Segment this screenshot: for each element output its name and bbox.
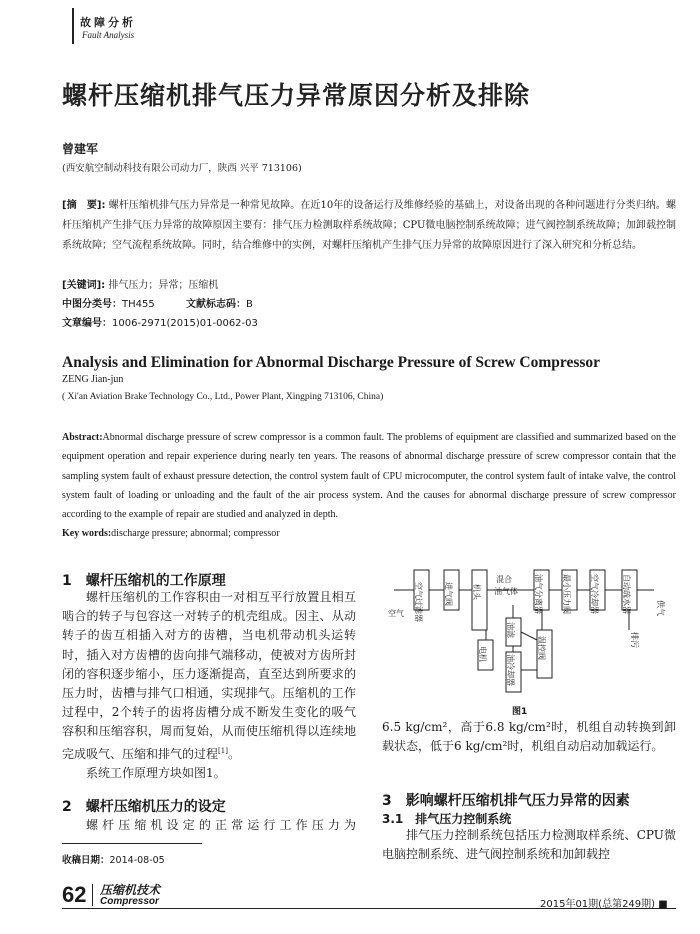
issue-label: 2015年01期(总第249期) ■ <box>540 899 668 910</box>
article-number-label: 文章编号： <box>62 318 112 329</box>
doc-code-value: B <box>246 299 253 310</box>
keywords-text: 排气压力；异常；压缩机 <box>108 280 219 291</box>
page-title: 螺杆压缩机排气压力异常原因分析及排除 <box>62 81 531 110</box>
figure1-caption: 图1 <box>512 707 528 717</box>
english-abstract <box>62 428 676 544</box>
section3-heading: 3 影响螺杆压缩机排气压力异常的因素 <box>382 793 630 809</box>
fig-oil-cooler: 油冷却器 <box>506 654 515 686</box>
abstract-label: [摘 要]: <box>62 200 106 211</box>
fig-oil-gas: 油气体 <box>494 587 518 596</box>
received-label: 收稿日期： <box>62 855 110 866</box>
right-col-paragraph: 6.5 kg/cm²，高于6.8 kg/cm²时，机组自动转换到卸载状态，低于6 kg/cm²时，机组自动启动加载运行。 <box>382 720 676 754</box>
fig-motor: 电机 <box>478 646 487 662</box>
footnote-rule <box>62 843 202 844</box>
abstract-text: 螺杆压缩机排气压力异常是一种常见故障。在近10年的设备运行及维修经验的基础上，对设备出现的各种问题进行分类归纳。螺杆压缩机产生排气压力异常的故障原因主要有：排气压力检测取样系统故障；CPU微电脑控制系统故障；进气阀控制系统故障；加卸载控制系统故障；空气流程系统故障。同时，结合维修中的实例，对螺杆压缩机产生排气压力异常的故障原因进行了深入研究和分析总结。 <box>62 200 676 251</box>
footer-divider <box>92 884 93 906</box>
fig-separator: 油气分离器 <box>534 574 543 614</box>
journal-name-cn: 压缩机技术 <box>100 883 161 897</box>
fig-air-cooler: 空气冷却器 <box>590 574 599 614</box>
section3-paragraph: 排气压力控制系统包括压力检测取样系统、CPU微电脑控制系统、进气阀控制系统和加卸载控 <box>382 828 676 862</box>
section3-1-heading: 3.1 排气压力控制系统 <box>382 812 512 826</box>
fig-min-valve: 最小压力阀 <box>562 574 571 614</box>
doc-code-label: 文献标志码： <box>186 299 246 310</box>
right-col-body <box>382 718 676 756</box>
classification <box>62 295 155 310</box>
section3-body <box>382 826 676 864</box>
fig-head: 机头 <box>472 584 481 600</box>
section1-p1-end: 。 <box>227 746 240 761</box>
fig-temp-valve: 温控阀 <box>537 636 546 660</box>
fig-supply: 供气 <box>656 600 665 616</box>
column-sub: Fault Analysis <box>82 30 135 40</box>
classification-label: 中图分类号： <box>62 299 122 310</box>
abstract-cn <box>62 196 676 256</box>
fig-mix: 混合 <box>496 575 512 584</box>
figure1-diagram <box>374 560 674 710</box>
english-abstract-label: Abstract: <box>62 432 103 443</box>
classification-value: TH455 <box>122 299 155 310</box>
keywords-label: [关键词]: <box>62 280 106 291</box>
section2-heading: 2 螺杆压缩机压力的设定 <box>62 799 226 815</box>
section1-body <box>62 588 356 783</box>
english-abstract-text: Abnormal discharge pressure of screw compressor is a common fault. The problems of equipment are classified and summarized based on the equipment operation and repair experience during nearly ten years. The reasons of abnormal discharge pressure of screw compressor contain that the sampling system fault of exhaust pressure detection, the control system fault of CPU microcomputer, the control system fault of intake valve, the control system fault of loading or unloading and the fault of the air process system. And the causes for abnormal discharge pressure of screw compressor according to the example of repair are studied and analyzed in depth. <box>62 432 676 521</box>
fig-drain: 自动疏水器 <box>622 574 631 614</box>
english-author: ZENG Jian-jun <box>62 374 124 385</box>
header-bar <box>72 8 74 44</box>
flow-lines <box>394 590 654 670</box>
english-keywords-label: Key words: <box>62 528 112 540</box>
fig-discharge: 排污 <box>630 632 639 648</box>
section1-paragraph-2: 系统工作原理方块如图1。 <box>86 765 226 780</box>
journal-name-en: Compressor <box>100 896 159 907</box>
column-label: 故障分析 <box>80 17 136 29</box>
section2-paragraph: 螺杆压缩机设定的正常运行工作压力为 <box>86 818 356 832</box>
section1-heading: 1 螺杆压缩机的工作原理 <box>62 573 226 589</box>
citation: [1] <box>218 746 228 755</box>
article-number-value: 1006-2971(2015)01-0062-03 <box>112 318 258 329</box>
received-value: 2014-08-05 <box>109 855 165 866</box>
fig-air-in: 空气 <box>388 609 404 618</box>
section1-paragraph <box>62 588 356 764</box>
article-number <box>62 314 258 329</box>
head-box <box>472 570 487 630</box>
received-date <box>62 852 165 866</box>
keywords-cn <box>62 276 218 291</box>
journal-logo <box>100 884 160 908</box>
fig-intake: 进气阀 <box>444 582 453 606</box>
section2-body <box>62 816 356 835</box>
affiliation: (西安航空制动科技有限公司动力厂，陕西 兴平 713106) <box>62 163 302 174</box>
fig-oil-filter: 油滤 <box>506 622 515 638</box>
author: 曾建军 <box>62 142 99 156</box>
english-affiliation: ( Xi'an Aviation Brake Technology Co., Ltd., Power Plant, Xingping 713106, China) <box>62 392 384 402</box>
page-number: 62 <box>62 882 87 907</box>
issue-text: 2015年01期(总第249期) <box>540 899 656 910</box>
fig-filter: 空气过滤器 <box>414 582 423 622</box>
english-title: Analysis and Elimination for Abnormal Discharge Pressure of Screw Compressor <box>62 354 601 371</box>
english-keywords-text: discharge pressure; abnormal; compressor <box>111 528 280 540</box>
doc-code <box>186 295 253 310</box>
section1-p1-text: 螺杆压缩机的工作容积由一对相互平行放置且相互啮合的转子与包容这一对转子的机壳组成。因主、从动转子的齿互相插入对方的齿槽，当电机带动机头运转时，插入对方齿槽的齿向排气端移动，使被对方齿所封闭的容积逐步缩小，压力逐渐提高，直至达到所要求的压力时，齿槽与排气口相通，实现排气。压缩机的工作过程中，2个转子的齿将齿槽分成不断发生变化的吸气容积和压缩容积，周而复始，从而使压缩机得以连续地完成吸气、压缩和排气的过程 <box>62 590 356 761</box>
